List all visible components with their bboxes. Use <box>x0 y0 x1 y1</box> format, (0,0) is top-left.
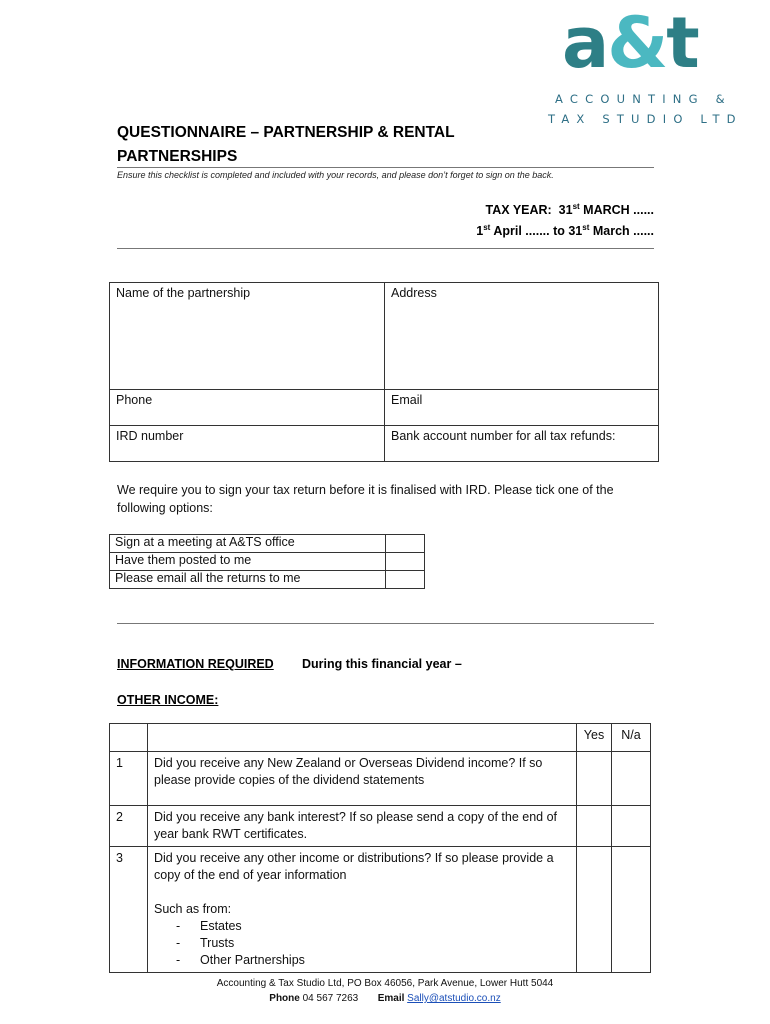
signing-intro: We require you to sign your tax return before it is finalised with IRD. Please tick one of the following options: <box>117 483 614 515</box>
na-checkbox[interactable] <box>612 752 651 806</box>
ird-number-label: IRD number <box>116 429 184 443</box>
address-label: Address <box>391 286 437 300</box>
phone-label: Phone <box>116 393 153 407</box>
na-checkbox[interactable] <box>612 806 651 847</box>
instruction-note: Ensure this checklist is completed and included with your records, and please don’t forget to sign on the back. <box>117 170 554 180</box>
header-empty-cell <box>148 724 577 752</box>
other-income-table <box>109 723 651 973</box>
partnership-name-label: Name of the partnership <box>116 286 251 300</box>
col-yes-header: Yes <box>577 724 612 752</box>
such-as-label: Such as from: <box>154 902 232 916</box>
logo-letter-a: a <box>562 2 608 84</box>
footer-phone: 04 567 7263 <box>302 993 359 1004</box>
footer-phone-label: Phone <box>269 993 300 1004</box>
logo-subtitle-line2: TAX STUDIO LTD <box>548 112 743 126</box>
income-source-item: - Estates <box>154 918 570 935</box>
yes-checkbox[interactable] <box>577 806 612 847</box>
footer-contact <box>0 993 770 1004</box>
logo-letter-t: t <box>666 2 698 84</box>
page-title: QUESTIONNAIRE – PARTNERSHIP & RENTAL PARTNERSHIPS <box>117 124 455 165</box>
income-source-list <box>154 918 570 969</box>
income-source-item: - Other Partnerships <box>154 952 570 969</box>
tax-year-block <box>476 198 654 240</box>
partnership-name-field[interactable] <box>110 283 385 390</box>
phone-field[interactable] <box>110 390 385 426</box>
question-text: Did you receive any New Zealand or Overseas Dividend income? If so please provide copies of the dividend statements <box>148 752 577 806</box>
signing-option-label: Sign at a meeting at A&TS office <box>110 535 386 553</box>
bank-account-field[interactable] <box>385 426 659 462</box>
bank-account-label: Bank account number for all tax refunds: <box>391 429 616 443</box>
information-required-heading: INFORMATION REQUIRED <box>117 657 274 671</box>
yes-checkbox[interactable] <box>577 847 612 973</box>
na-checkbox[interactable] <box>612 847 651 973</box>
question-number: 2 <box>110 806 148 847</box>
signing-option-checkbox[interactable] <box>386 535 425 553</box>
company-logo <box>562 2 698 84</box>
divider <box>117 248 654 249</box>
footer-address: Accounting & Tax Studio Ltd, PO Box 46056, Park Avenue, Lower Hutt 5044 <box>216 978 554 989</box>
logo-ampersand: & <box>607 2 667 84</box>
address-field[interactable] <box>385 283 659 390</box>
signing-option-label: Have them posted to me <box>110 553 386 571</box>
question-cell <box>148 847 577 973</box>
other-income-heading: OTHER INCOME: <box>117 693 219 707</box>
footer-email-label: Email <box>377 993 405 1004</box>
question-text: Did you receive any bank interest? If so please send a copy of the end of year bank RWT certificates. <box>148 806 577 847</box>
signing-option-label: Please email all the returns to me <box>110 571 386 589</box>
income-source-item: - Trusts <box>154 935 570 952</box>
logo-subtitle-line1: ACCOUNTING & <box>555 92 732 106</box>
divider <box>117 623 654 624</box>
signing-option-checkbox[interactable] <box>386 553 425 571</box>
divider <box>117 167 654 168</box>
partnership-details-table <box>109 282 659 462</box>
signing-option-checkbox[interactable] <box>386 571 425 589</box>
yes-checkbox[interactable] <box>577 752 612 806</box>
financial-year-subheading: During this financial year – <box>302 657 462 671</box>
tax-year-line1: TAX YEAR: 31st MARCH ...... <box>485 202 654 218</box>
question-number: 3 <box>110 847 148 973</box>
signing-options-table <box>109 534 425 589</box>
header-empty-cell <box>110 724 148 752</box>
question-number: 1 <box>110 752 148 806</box>
footer-email-link[interactable]: Sally@atstudio.co.nz <box>407 993 501 1004</box>
tax-year-line2: 1st April ....... to 31st March ...... <box>476 223 654 239</box>
email-label: Email <box>391 393 423 407</box>
email-field[interactable] <box>385 390 659 426</box>
col-na-header: N/a <box>612 724 651 752</box>
question-text: Did you receive any other income or distributions? If so please provide a copy of the end of year information <box>154 851 554 882</box>
ird-number-field[interactable] <box>110 426 385 462</box>
